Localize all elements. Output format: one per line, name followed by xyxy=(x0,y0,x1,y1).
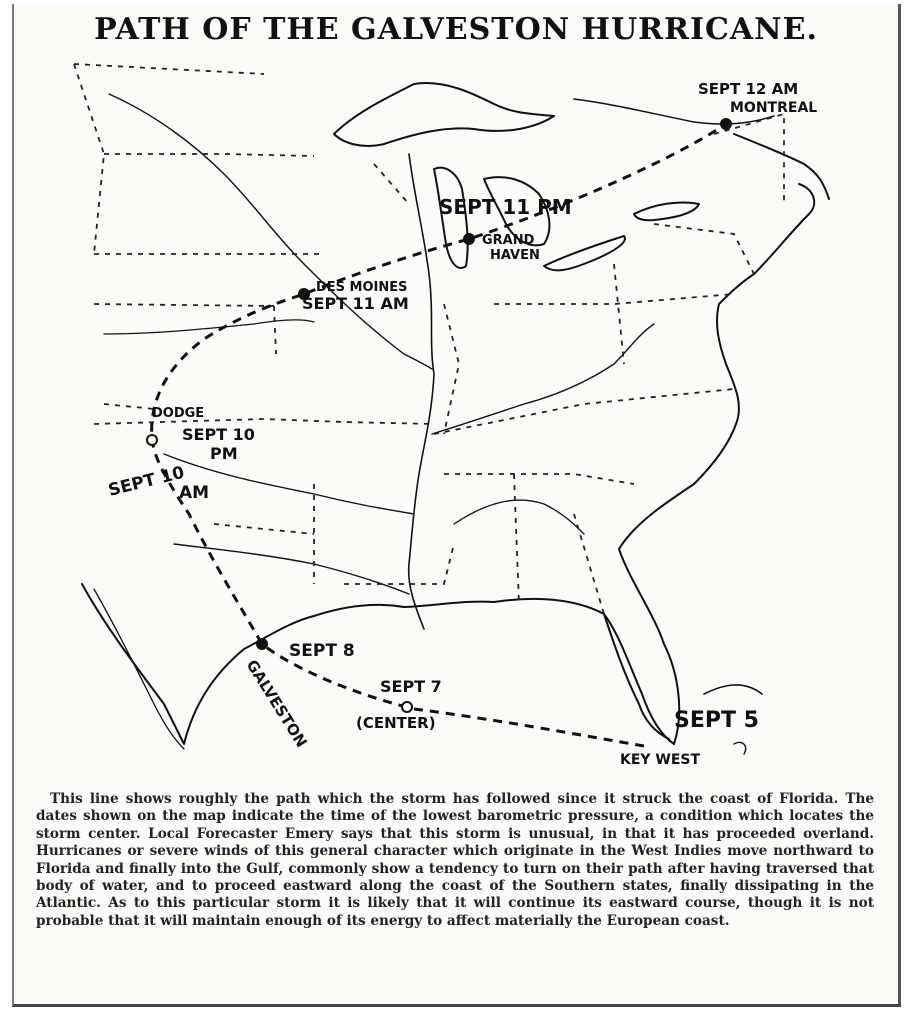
tennessee-river xyxy=(454,500,584,534)
label-galveston: GALVESTON xyxy=(242,656,311,751)
label-grand: GRAND xyxy=(482,233,535,248)
state-boundary xyxy=(494,294,734,304)
label-sept10am-b: AM xyxy=(179,483,210,503)
label-haven: HAVEN xyxy=(490,248,540,263)
map-caption: This line shows roughly the path which the storm has followed since it struck the coast of Florida. The dates shown on the map indicate the time of the lowest barometric pressure, a condition which locates the storm center. Local Forecaster Emery says that this storm is unusual, in that it has proceeded overland. Hurricanes or severe winds of this general character which originate in the West Indies move northward to Florida and finally into the Gulf, commonly show a tendency to turn on their path after having traversed that body of water, and to proceed eastward along the coast of the Southern states, finally dissipating in the Atlantic. As to this particular storm it is likely that it will continue its eastward course, though it is not probable that it will maintain enough of its energy to affect materially the European coast. xyxy=(36,791,874,929)
state-boundary xyxy=(104,404,154,409)
platte-river xyxy=(104,320,314,334)
lake-ontario xyxy=(634,202,699,220)
marker-galveston xyxy=(256,638,268,650)
state-boundary xyxy=(94,304,276,354)
state-boundary xyxy=(444,304,459,434)
map-title: PATH OF THE GALVESTON HURRICANE. xyxy=(94,12,818,47)
new-england-coast xyxy=(734,134,829,199)
mississippi-river xyxy=(409,154,434,629)
state-boundary xyxy=(214,524,314,534)
marker-montreal xyxy=(720,118,732,130)
state-boundary xyxy=(104,154,314,156)
label-sept11am: SEPT 11 AM xyxy=(302,294,409,313)
missouri-river xyxy=(109,94,432,369)
red-river xyxy=(174,544,409,594)
label-keywest: KEY WEST xyxy=(620,752,701,768)
bahamas xyxy=(734,742,746,754)
label-sept10am-a: SEPT 10 xyxy=(106,462,187,501)
label-sept11pm: SEPT 11 PM xyxy=(439,195,572,219)
label-dodge: DODGE xyxy=(152,406,205,421)
state-boundary xyxy=(434,389,734,434)
state-boundary xyxy=(654,224,754,274)
state-boundary xyxy=(614,264,624,364)
ohio-river xyxy=(432,324,654,434)
hurricane-path-map xyxy=(14,4,898,784)
marker-grand-haven xyxy=(463,233,475,245)
state-boundary xyxy=(74,64,264,254)
atlantic-coastline xyxy=(619,184,814,744)
state-boundary xyxy=(94,419,434,424)
label-sept7: SEPT 7 xyxy=(380,677,442,696)
state-boundary xyxy=(374,164,409,204)
label-montreal: MONTREAL xyxy=(730,100,818,116)
newspaper-clipping xyxy=(12,4,901,1007)
label-sept10pm-a: SEPT 10 xyxy=(182,425,255,444)
cuba xyxy=(704,685,762,694)
label-sept5: SEPT 5 xyxy=(674,708,759,733)
label-sept12: SEPT 12 AM xyxy=(698,80,799,98)
lake-superior xyxy=(334,83,554,146)
label-sept8: SEPT 8 xyxy=(289,641,355,661)
label-desmoines: DES MOINES xyxy=(316,280,408,295)
lake-erie xyxy=(544,236,625,270)
marker-center xyxy=(402,702,412,712)
state-boundary xyxy=(514,474,519,604)
state-boundary xyxy=(574,514,604,614)
label-sept10pm-b: PM xyxy=(210,444,238,463)
state-boundary xyxy=(344,544,454,584)
label-center: (CENTER) xyxy=(356,714,436,732)
state-boundary xyxy=(444,474,634,484)
marker-dodge xyxy=(147,435,157,445)
